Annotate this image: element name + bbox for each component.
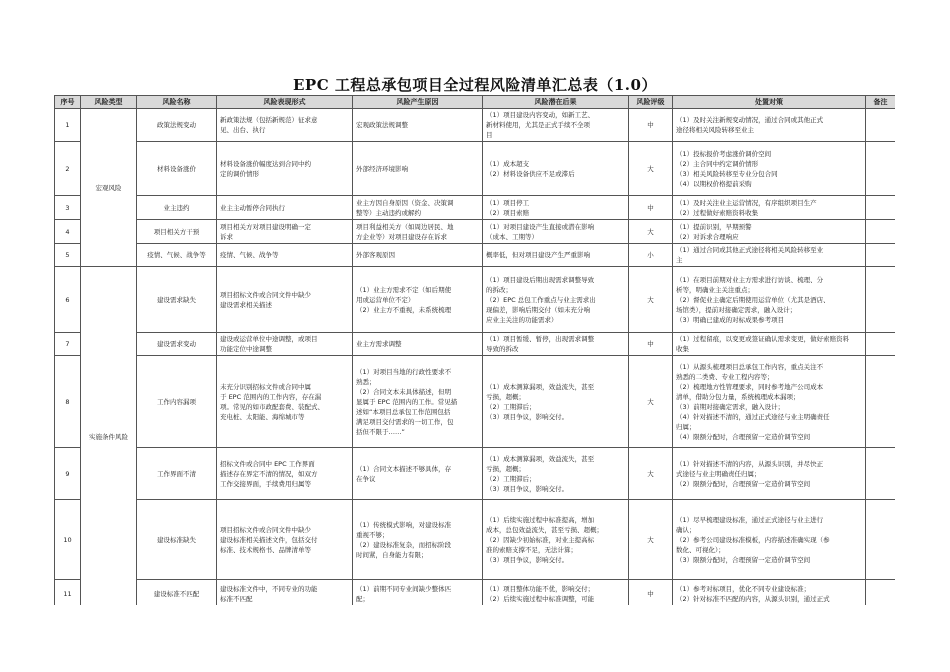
cell-line: 用或运营单位不定）	[356, 295, 415, 304]
risk-measure	[673, 333, 866, 356]
risk-name: 政策法规变动	[137, 109, 217, 142]
table-body	[55, 109, 896, 606]
risk-cause	[353, 142, 483, 196]
cell-line: 的拆改；	[486, 285, 512, 294]
cell-line: （2）工期滞后；	[486, 402, 536, 411]
risk-measure	[673, 244, 866, 267]
risk-result	[483, 220, 629, 244]
cell-line: 定的调价情形	[220, 169, 259, 178]
cell-line: （1）在项目前期对业主方需求进行访谈、梳理、分	[676, 275, 824, 284]
risk-grade: 大	[629, 356, 673, 448]
cell-line: （2）业主方不重视，未系统梳理	[356, 305, 452, 314]
row-number: 1	[55, 109, 81, 142]
risk-note	[866, 142, 896, 196]
risk-name: 业主违约	[137, 196, 217, 220]
cell-line: 重视不够；	[356, 530, 389, 539]
cell-line: （3）相关风险转移至专业分包合同	[676, 169, 778, 178]
cell-line: （2）EPC 总包工作重点与业主需求出	[486, 295, 596, 304]
risk-form	[217, 356, 353, 448]
cell-line: （3）明确已建成的对标成果参考项目	[676, 315, 785, 324]
cell-line: （2）针对标准不匹配的内容，从源头识别，通过正式	[676, 594, 830, 603]
table-row	[55, 220, 896, 244]
col-header: 风险名称	[137, 96, 217, 109]
table-row	[55, 500, 896, 580]
cell-line: （2）梳理地方性管理要求，同时参考地产公司成本	[676, 382, 824, 391]
cell-line: 描述存在界定不清的情况，如双方	[220, 469, 318, 478]
cell-line: （4）以期权价格提前采购	[676, 179, 752, 188]
cell-line: 新政策法规（包括新规范）征求意	[220, 116, 318, 124]
risk-name: 材料设备涨价	[137, 142, 217, 196]
risk-grade: 大	[629, 500, 673, 580]
risk-grade: 中	[629, 580, 673, 606]
cell-line: （1）对项目建设产生直接或潜在影响	[486, 222, 595, 231]
risk-result	[483, 244, 629, 267]
risk-name: 建设标准缺失	[137, 500, 217, 580]
risk-form	[217, 196, 353, 220]
cell-line: 招标文件或合同中 EPC 工作界面	[220, 459, 315, 468]
table-row	[55, 580, 896, 606]
cell-line: （2）督促业主确定后期使用运营单位（尤其是酒店、	[676, 295, 830, 304]
cell-line: （成本、工期等）	[486, 232, 538, 241]
col-header: 风险评级	[629, 96, 673, 109]
cell-line: 析等，明确业主关注重点；	[676, 285, 754, 294]
cell-line: （1）成本测算漏项，效益流失，甚至	[486, 454, 595, 463]
cell-line: 外部经济环境影响	[356, 164, 408, 173]
risk-cause	[353, 244, 483, 267]
cell-line: （1）成本超支	[486, 159, 530, 168]
page-title: EPC 工程总承包项目全过程风险清单汇总表（1.0）	[293, 76, 657, 94]
cell-line: （1）项目建设后期出现需求调整导致	[486, 275, 595, 284]
risk-form	[217, 267, 353, 333]
risk-result	[483, 356, 629, 448]
cell-line: （2）因缺少初始标准，对业主提高标	[486, 535, 595, 544]
cell-line: （2）过程做好索赔资料收集	[676, 208, 759, 217]
cell-line: 见、出台、执行	[220, 126, 266, 134]
col-header: 风险潜在后果	[483, 96, 629, 109]
risk-table-container	[54, 95, 895, 605]
cell-line: （1）项目停工	[486, 198, 530, 207]
risk-cause	[353, 356, 483, 448]
cell-line: 业主方需求调整	[356, 340, 402, 348]
risk-grade: 中	[629, 333, 673, 356]
risk-measure	[673, 109, 866, 142]
risk-measure	[673, 356, 866, 448]
row-number: 5	[55, 244, 81, 267]
risk-form	[217, 109, 353, 142]
row-number: 9	[55, 448, 81, 500]
risk-type-cell: 实施条件风险	[81, 267, 137, 606]
cell-line: 工作交接界面，手续费用归属等	[220, 479, 311, 488]
cell-line: 建设或运营单位中途调整，或项目	[220, 335, 318, 343]
cell-line: 现偏差，影响后期交付（如未充分响	[486, 305, 590, 314]
cell-line: （1）及时关注业主运营情况，有序组织项目生产	[676, 198, 817, 207]
cell-line: 建设标准相关描述文件，包括交付	[220, 535, 318, 544]
table-row	[55, 142, 896, 196]
cell-line: 熟悉的二类费、专业工程内容等；	[676, 372, 774, 381]
risk-name: 建设需求变动	[137, 333, 217, 356]
cell-line: 外部客观原因	[356, 251, 395, 259]
cell-line: 清单，借助分包力量，系统梳理成本漏项；	[676, 392, 800, 401]
cell-line: 场馆类），提前对接确定需求，融入设计；	[676, 305, 797, 314]
risk-result	[483, 500, 629, 580]
risk-cause	[353, 220, 483, 244]
risk-cause	[353, 448, 483, 500]
risk-note	[866, 580, 896, 606]
cell-line: （1）成本测算漏项，效益流失，甚至	[486, 382, 595, 391]
risk-cause	[353, 109, 483, 142]
cell-line: 数化、可视化）；	[676, 545, 725, 554]
row-number: 2	[55, 142, 81, 196]
risk-note	[866, 356, 896, 448]
risk-measure	[673, 196, 866, 220]
table-row	[55, 448, 896, 500]
risk-cause	[353, 267, 483, 333]
cell-line: （2）项目索赔	[486, 208, 530, 217]
risk-note	[866, 448, 896, 500]
cell-line: （1）提前识别，早期预警	[676, 222, 752, 231]
cell-line: （1）过程留痕，以变更或签证确认需求变更，做好索赔资料	[676, 335, 850, 343]
cell-line: 主	[676, 256, 683, 264]
risk-form	[217, 333, 353, 356]
cell-line: （2）限额分配时，合理预留一定造价调节空间	[676, 479, 811, 488]
row-number: 3	[55, 196, 81, 220]
cell-line: 新材料使用，尤其是正式手续不全项	[486, 121, 590, 129]
cell-line: 时间紧，自身能力有限；	[356, 550, 428, 559]
risk-name: 疫情、气候、战争等	[137, 244, 217, 267]
risk-form	[217, 220, 353, 244]
cell-line: （1）通过合同或其他正式途径将相关风险转移至业	[676, 246, 824, 254]
cell-line: 方企业等）对项目建设存在诉求	[356, 232, 447, 241]
col-header: 风险表现形式	[217, 96, 353, 109]
cell-line: （1）从源头梳理项目总承包工作内容，重点关注不	[676, 362, 824, 371]
col-header: 风险类型	[81, 96, 137, 109]
table-row	[55, 196, 896, 220]
cell-line: 显属于 EPC 范围内的工作。常见描	[356, 397, 458, 406]
risk-name: 建设标准不匹配	[137, 580, 217, 606]
risk-note	[866, 109, 896, 142]
cell-line: （3）项目争议，影响交付。	[486, 484, 569, 493]
cell-line: 成本，总包效益流失，甚至亏损、超概；	[486, 525, 603, 534]
cell-line: 于 EPC 范围内的工作内容，存在漏	[220, 392, 322, 401]
row-number: 8	[55, 356, 81, 448]
cell-line: 诉求	[220, 232, 233, 241]
header-row	[55, 96, 896, 109]
cell-line: （1）投标报价考虑涨价调价空间	[676, 149, 772, 158]
risk-grade: 大	[629, 267, 673, 333]
cell-line: 确认；	[676, 525, 696, 534]
risk-result	[483, 267, 629, 333]
cell-line: （2）建设标准复杂，而招标阶段	[356, 540, 452, 549]
cell-line: 项。常见的如市政配套费、装配式、	[220, 402, 324, 411]
cell-line: 业主主动暂停合同执行	[220, 203, 285, 212]
cell-line: 亏损，超概；	[486, 464, 525, 473]
risk-grade: 大	[629, 142, 673, 196]
cell-line: （4）限额分配时，合理预留一定造价调节空间	[676, 432, 811, 441]
risk-type-cell: 宏观风险	[81, 109, 137, 267]
cell-line: 项目相关方对项目建设明确一定	[220, 222, 311, 231]
cell-line: 标准不匹配	[220, 594, 253, 603]
cell-line: 项目利益相关方（如周边居民、地	[356, 222, 454, 231]
cell-line: 准的索赔支撑不足，无法计算；	[486, 545, 577, 554]
risk-result	[483, 109, 629, 142]
risk-form	[217, 244, 353, 267]
risk-note	[866, 196, 896, 220]
risk-measure	[673, 220, 866, 244]
risk-name: 工作内容漏项	[137, 356, 217, 448]
cell-line: （3）项目争议，影响交付。	[486, 412, 569, 421]
cell-line: （2）主合同中约定调价情形	[676, 159, 759, 168]
risk-result	[483, 580, 629, 606]
cell-line: 项目招标文件或合同文件中缺少	[220, 290, 311, 299]
cell-line: （2）参考公司建设标准模板，内容描述准确实现（参	[676, 535, 830, 544]
cell-line: 材料设备涨价幅度达到合同中约	[220, 159, 311, 168]
cell-line: 建设标准文件中，不同专业的功能	[220, 584, 318, 593]
risk-cause	[353, 333, 483, 356]
cell-line: 式途径与业主明确责任归属；	[676, 469, 761, 478]
risk-note	[866, 220, 896, 244]
cell-line: （3）项目争议，影响交付。	[486, 555, 569, 564]
cell-line: 归属；	[676, 422, 696, 431]
risk-name: 建设需求缺失	[137, 267, 217, 333]
risk-form	[217, 448, 353, 500]
cell-line: （1）合同文本描述不够具体，存	[356, 464, 452, 473]
cell-line: 括但不限于……”	[356, 427, 405, 436]
risk-cause	[353, 500, 483, 580]
cell-line: 应业主关注的功能需求）	[486, 315, 558, 324]
cell-line: （1）后续实施过程中标准提高，增加	[486, 515, 595, 524]
risk-cause	[353, 196, 483, 220]
row-number: 4	[55, 220, 81, 244]
cell-line: 目	[486, 131, 493, 139]
table-row	[55, 333, 896, 356]
risk-note	[866, 500, 896, 580]
risk-form	[217, 500, 353, 580]
cell-line: （2）材料设备供应不足或滞后	[486, 169, 575, 178]
cell-line: 满足项目交付需求的一切工作，包	[356, 417, 454, 426]
cell-line: 收集	[676, 345, 689, 353]
risk-grade: 小	[629, 244, 673, 267]
cell-line: （2）工期滞后；	[486, 474, 536, 483]
col-header: 处置对策	[673, 96, 866, 109]
col-header: 序号	[55, 96, 81, 109]
risk-form	[217, 142, 353, 196]
cell-line: 配；	[356, 594, 369, 603]
risk-grade: 中	[629, 109, 673, 142]
cell-line: 功能定位中途调整	[220, 345, 272, 353]
risk-cause	[353, 580, 483, 606]
cell-line: 业主方因自身原因（资金、决策调	[356, 198, 454, 207]
cell-line: （1）对项目当地的行政性要求不	[356, 367, 452, 376]
col-header: 备注	[866, 96, 896, 109]
risk-measure	[673, 267, 866, 333]
cell-line: （3）限额分配时，合理预留一定造价调节空间	[676, 555, 811, 564]
risk-note	[866, 333, 896, 356]
row-number: 6	[55, 267, 81, 333]
table-row	[55, 267, 896, 333]
cell-line: （2）对诉求合理响应	[676, 232, 739, 241]
cell-line: 标准、技术规格书、品牌清单等	[220, 545, 311, 554]
cell-line: （1）项目暂缓、暂停，出现需求调整	[486, 335, 595, 343]
risk-note	[866, 267, 896, 333]
risk-form	[217, 580, 353, 606]
risk-measure	[673, 448, 866, 500]
risk-name: 工作界面不清	[137, 448, 217, 500]
cell-line: （2）合同文本未具体描述，但明	[356, 387, 452, 396]
row-number: 10	[55, 500, 81, 580]
cell-line: 项目招标文件或合同文件中缺少	[220, 525, 311, 534]
cell-line: 途径将相关风险转移至业主	[676, 126, 754, 134]
cell-line: （2）后续实施过程中标准调整，可能	[486, 594, 595, 603]
cell-line: （1）尽早梳理建设标准，通过正式途径与业主进行	[676, 515, 824, 524]
cell-line: （1）业主方需求不定（如后期使	[356, 285, 452, 294]
cell-line: （1）项目整体功能不优，影响交付；	[486, 584, 595, 593]
cell-line: 亏损，超概；	[486, 392, 525, 401]
risk-measure	[673, 580, 866, 606]
cell-line: （1）传统模式影响，对建设标准	[356, 520, 452, 529]
risk-measure	[673, 142, 866, 196]
cell-line: （4）针对描述不清的，通过正式途径与业主明确责任	[676, 412, 830, 421]
risk-result	[483, 448, 629, 500]
cell-line: 述如“本项目总承包工作范围包括	[356, 407, 451, 416]
cell-line: 建设需求相关描述	[220, 300, 272, 309]
cell-line: 在争议	[356, 474, 376, 483]
cell-line: （1）项目建设内容变动，如新工艺、	[486, 111, 595, 119]
risk-result	[483, 142, 629, 196]
cell-line: 整等）主动违约或解约	[356, 208, 421, 217]
risk-note	[866, 244, 896, 267]
cell-line: （1）前期不同专业间缺少整体匹	[356, 584, 452, 593]
risk-grade: 大	[629, 448, 673, 500]
risk-name: 项目相关方干预	[137, 220, 217, 244]
col-header: 风险产生原因	[353, 96, 483, 109]
row-number: 7	[55, 333, 81, 356]
risk-result	[483, 333, 629, 356]
table-row	[55, 244, 896, 267]
cell-line: （1）针对描述不清的内容，从源头识别，并尽快正	[676, 459, 824, 468]
risk-measure	[673, 500, 866, 580]
cell-line: 充电桩、太阳能、海绵城市等	[220, 412, 305, 421]
risk-grade: 大	[629, 220, 673, 244]
table-row	[55, 109, 896, 142]
cell-line: （1）及时关注新规变动情况，通过合同或其他正式	[676, 116, 824, 124]
cell-line: 未充分识别招标文件或合同中属	[220, 382, 311, 391]
cell-line: （1）参考对标项目，优化不同专业建设标准；	[676, 584, 811, 593]
cell-line: 导致的拆改	[486, 345, 519, 353]
risk-table	[54, 95, 895, 605]
cell-line: 宏观政策法规调整	[356, 121, 408, 129]
cell-line: 概率低，但对项目建设产生严重影响	[486, 251, 590, 259]
row-number: 11	[55, 580, 81, 606]
risk-grade: 中	[629, 196, 673, 220]
cell-line: 熟悉；	[356, 377, 376, 386]
table-row	[55, 356, 896, 448]
cell-line: 疫情、气候、战争等	[220, 251, 279, 259]
risk-result	[483, 196, 629, 220]
cell-line: （3）前期对接确定需求，融入设计；	[676, 402, 785, 411]
